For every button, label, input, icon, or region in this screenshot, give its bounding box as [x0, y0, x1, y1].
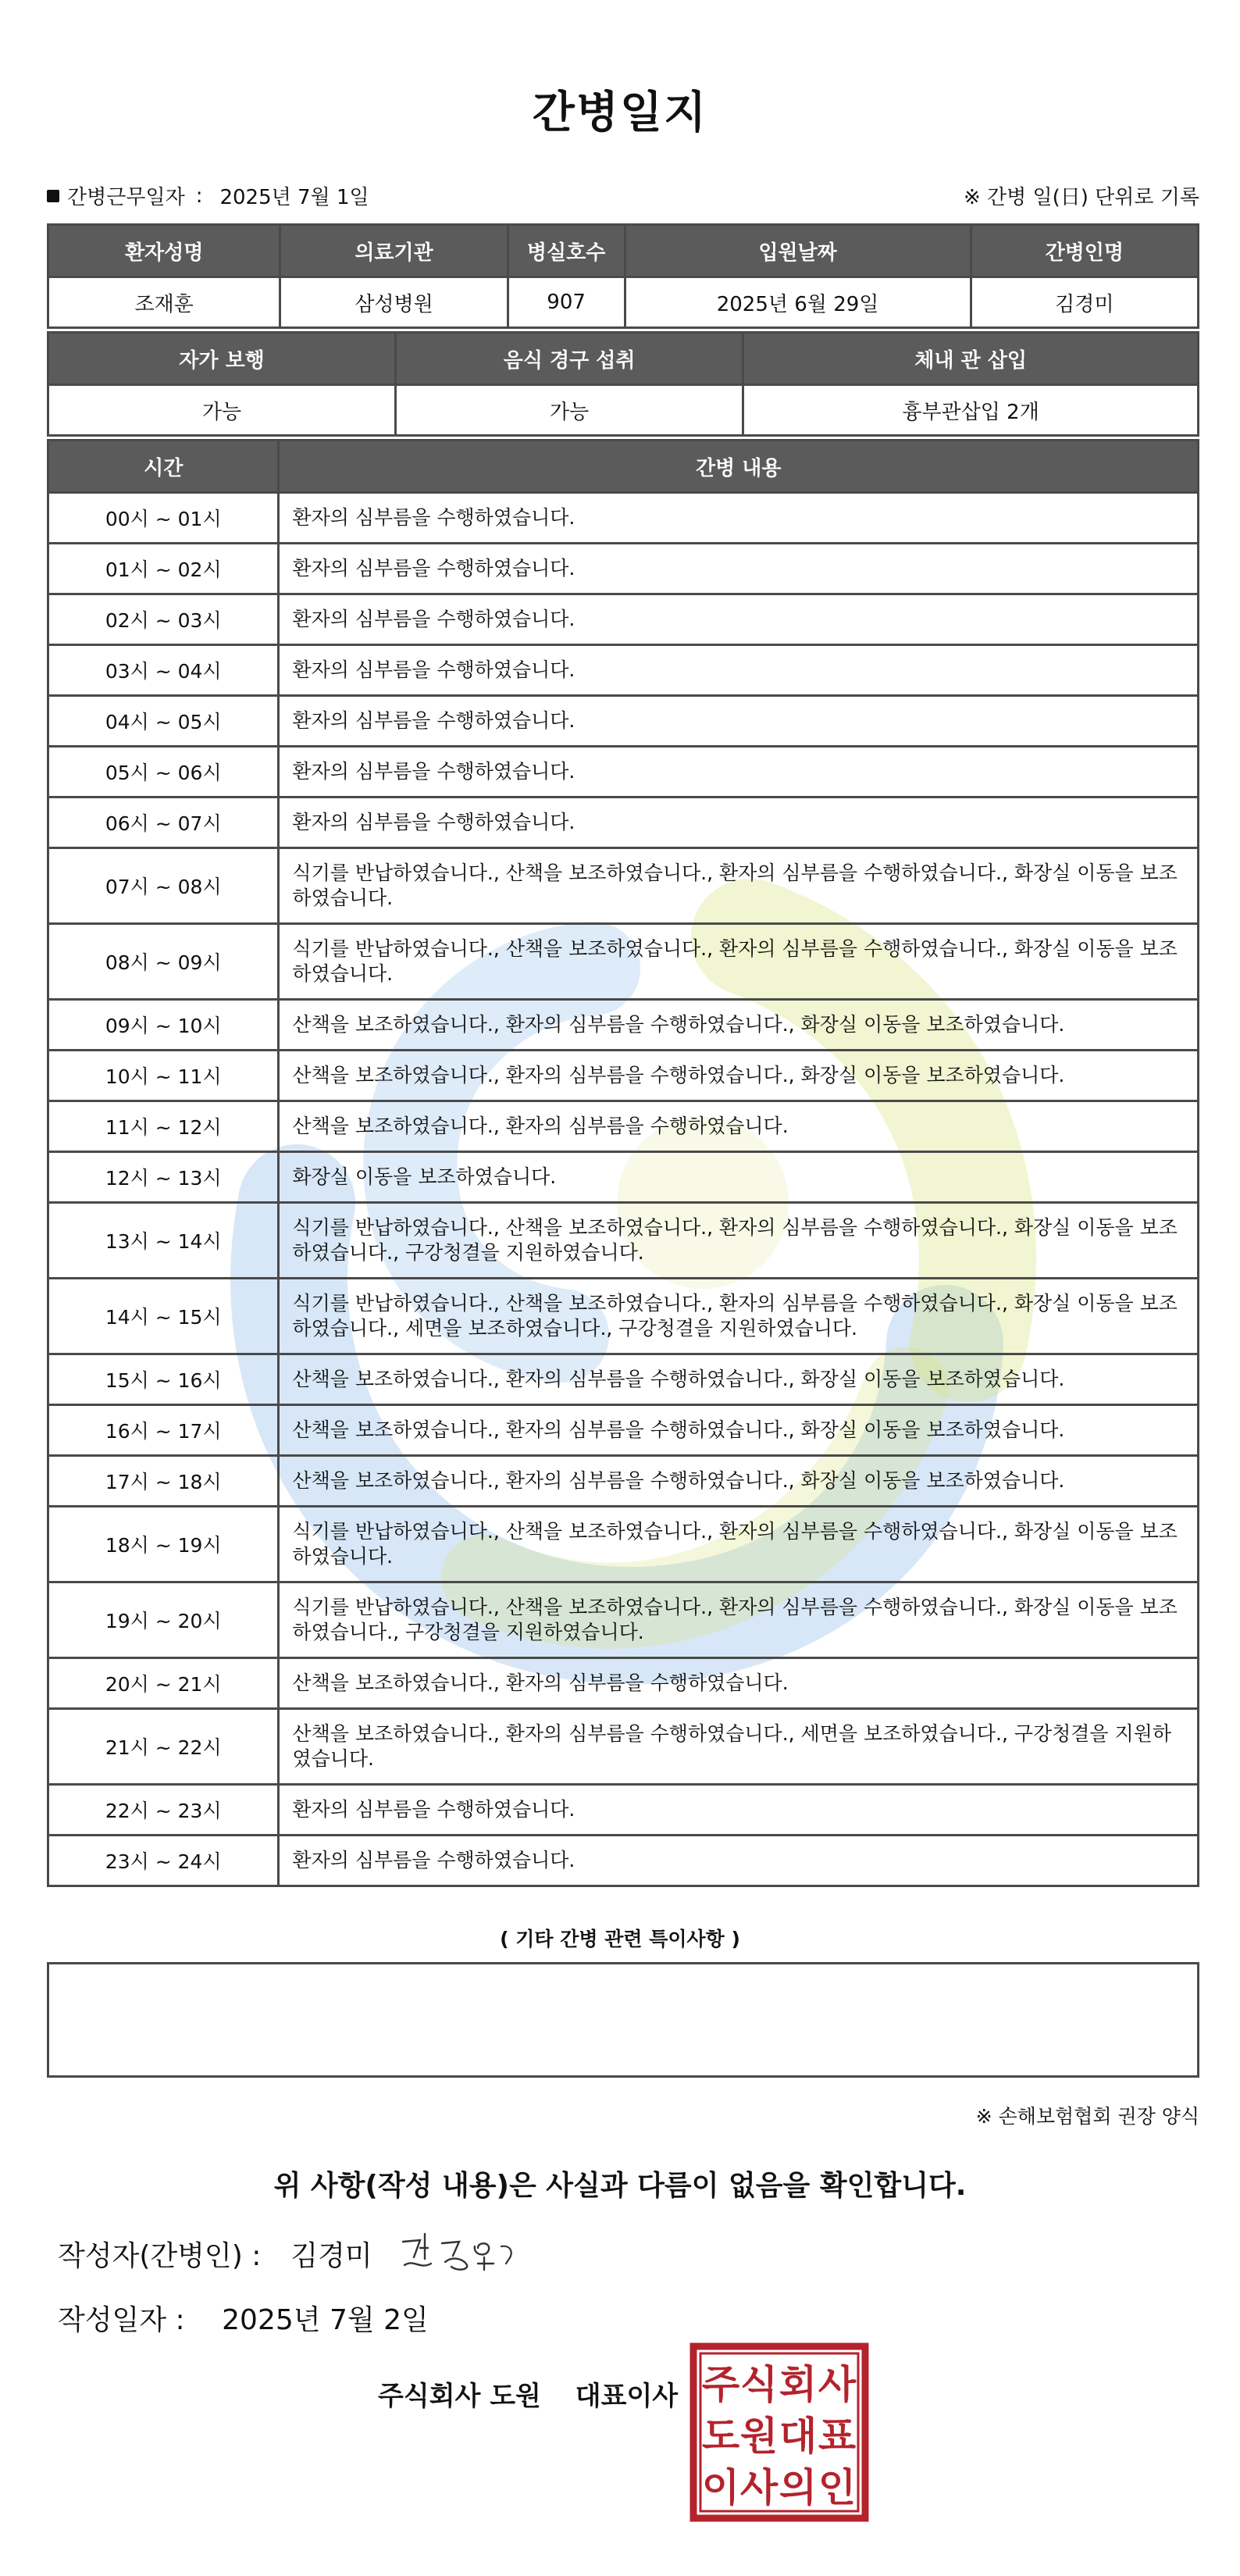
company-seal-stamp — [689, 2342, 870, 2523]
time-cell: 03시 ~ 04시 — [48, 645, 279, 696]
record-note: ※ 간병 일(日) 단위로 기록 — [963, 186, 1199, 209]
time-cell: 22시 ~ 23시 — [48, 1785, 279, 1836]
caregiver-name: 김경미 — [971, 277, 1198, 328]
table-row — [48, 1152, 1199, 1203]
table-row — [48, 493, 1199, 544]
time-cell: 14시 ~ 15시 — [48, 1279, 279, 1354]
table-row — [48, 1405, 1199, 1456]
content-cell: 환자의 심부름을 수행하였습니다. — [279, 1836, 1199, 1886]
header-patient-name: 환자성명 — [48, 225, 280, 277]
written-date-label: 작성일자 : — [58, 2304, 185, 2336]
oral-intake-value: 가능 — [396, 385, 743, 436]
tube-insertion-value: 흉부관삽입 2개 — [743, 385, 1199, 436]
table-row — [48, 1203, 1199, 1279]
time-cell: 19시 ~ 20시 — [48, 1582, 279, 1658]
meta-row — [47, 181, 1199, 212]
table-row — [48, 1279, 1199, 1354]
special-notes-title: ( 기타 간병 관련 특이사항 ) — [500, 1928, 740, 1950]
hospital-name: 삼성병원 — [280, 277, 508, 328]
table-row — [48, 277, 1199, 328]
time-cell: 23시 ~ 24시 — [48, 1836, 279, 1886]
ceo-title: 대표이사 — [575, 2381, 679, 2412]
svg-text:사: 사 — [739, 2465, 779, 2510]
time-cell: 10시 ~ 11시 — [48, 1051, 279, 1101]
time-cell: 09시 ~ 10시 — [48, 1000, 279, 1051]
page-title: 간병일지 — [532, 87, 708, 138]
svg-text:주: 주 — [701, 2362, 740, 2407]
content-cell: 산책을 보조하였습니다., 환자의 심부름을 수행하였습니다., 화장실 이동을 보조하였습니다. — [279, 1051, 1199, 1101]
time-cell: 05시 ~ 06시 — [48, 747, 279, 797]
work-date — [47, 181, 369, 210]
content-cell: 산책을 보조하였습니다., 환자의 심부름을 수행하였습니다., 화장실 이동을 보조하였습니다. — [279, 1456, 1199, 1507]
time-cell: 15시 ~ 16시 — [48, 1354, 279, 1405]
table-row — [48, 594, 1199, 645]
time-cell: 20시 ~ 21시 — [48, 1658, 279, 1709]
admission-date: 2025년 6월 29일 — [625, 277, 971, 328]
table-row — [48, 1507, 1199, 1582]
self-walking-value: 가능 — [48, 385, 396, 436]
table-row — [48, 1836, 1199, 1886]
time-cell: 11시 ~ 12시 — [48, 1101, 279, 1152]
author-name: 김경미 — [290, 2240, 372, 2272]
time-cell: 08시 ~ 09시 — [48, 924, 279, 1000]
header-admission-date: 입원날짜 — [625, 225, 971, 277]
svg-text:사: 사 — [818, 2362, 857, 2407]
content-cell: 환자의 심부름을 수행하였습니다. — [279, 696, 1199, 747]
header-self-walking: 자가 보행 — [48, 333, 396, 385]
svg-text:의: 의 — [779, 2465, 818, 2510]
author-line — [58, 2234, 372, 2274]
content-cell: 식기를 반납하였습니다., 산책을 보조하였습니다., 환자의 심부름을 수행하였습니다., 화장실 이동을 보조하였습니다. — [279, 1507, 1199, 1582]
svg-text:회: 회 — [779, 2362, 818, 2407]
time-cell: 13시 ~ 14시 — [48, 1203, 279, 1279]
table-header-row — [48, 333, 1199, 385]
time-cell: 18시 ~ 19시 — [48, 1507, 279, 1582]
svg-text:대: 대 — [779, 2414, 818, 2459]
time-cell: 01시 ~ 02시 — [48, 544, 279, 594]
header-oral-intake: 음식 경구 섭취 — [396, 333, 743, 385]
confirmation-statement: 위 사항(작성 내용)은 사실과 다름이 없음을 확인합니다. — [273, 2170, 967, 2202]
content-cell: 환자의 심부름을 수행하였습니다. — [279, 1785, 1199, 1836]
svg-text:이: 이 — [701, 2465, 740, 2510]
content-cell: 화장실 이동을 보조하였습니다. — [279, 1152, 1199, 1203]
table-header-row — [48, 225, 1199, 277]
content-cell: 환자의 심부름을 수행하였습니다. — [279, 797, 1199, 848]
table-row — [48, 696, 1199, 747]
patient-info-table — [47, 223, 1199, 329]
time-cell: 21시 ~ 22시 — [48, 1709, 279, 1785]
patient-name: 조재훈 — [48, 277, 280, 328]
content-cell: 산책을 보조하였습니다., 환자의 심부름을 수행하였습니다., 화장실 이동을 보조하였습니다. — [279, 1000, 1199, 1051]
company-name: 주식회사 도원 — [378, 2381, 541, 2412]
form-note: ※ 손해보험협회 권장 양식 — [975, 2105, 1199, 2128]
header-time: 시간 — [48, 441, 279, 493]
content-cell: 환자의 심부름을 수행하였습니다. — [279, 747, 1199, 797]
content-cell: 산책을 보조하였습니다., 환자의 심부름을 수행하였습니다. — [279, 1658, 1199, 1709]
header-caregiver-name: 간병인명 — [971, 225, 1198, 277]
header-room-number: 병실호수 — [508, 225, 625, 277]
table-row — [48, 1101, 1199, 1152]
work-date-label: 간병근무일자 — [67, 186, 185, 209]
svg-text:도: 도 — [701, 2414, 740, 2459]
time-cell: 12시 ~ 13시 — [48, 1152, 279, 1203]
header-tube-insertion: 체내 관 삽입 — [743, 333, 1199, 385]
content-cell: 산책을 보조하였습니다., 환자의 심부름을 수행하였습니다., 화장실 이동을 보조하였습니다. — [279, 1405, 1199, 1456]
time-cell: 04시 ~ 05시 — [48, 696, 279, 747]
content-cell: 식기를 반납하였습니다., 산책을 보조하였습니다., 환자의 심부름을 수행하였습니다., 화장실 이동을 보조하였습니다., 세면을 보조하였습니다., 구강청결을 지원하였습니다. — [279, 1279, 1199, 1354]
written-date-value: 2025년 7월 2일 — [222, 2304, 429, 2336]
table-row — [48, 1000, 1199, 1051]
content-cell: 환자의 심부름을 수행하였습니다. — [279, 594, 1199, 645]
author-label: 작성자(간병인) : — [58, 2240, 262, 2272]
handwritten-signature — [397, 2225, 522, 2279]
svg-text:표: 표 — [818, 2414, 857, 2459]
work-date-value: 2025년 7월 1일 — [219, 186, 369, 209]
bullet-square-icon — [47, 190, 59, 202]
time-cell: 07시 ~ 08시 — [48, 848, 279, 924]
content-cell: 식기를 반납하였습니다., 산책을 보조하였습니다., 환자의 심부름을 수행하였습니다., 화장실 이동을 보조하였습니다., 구강청결을 지원하였습니다. — [279, 1582, 1199, 1658]
content-cell: 산책을 보조하였습니다., 환자의 심부름을 수행하였습니다. — [279, 1101, 1199, 1152]
time-cell: 00시 ~ 01시 — [48, 493, 279, 544]
svg-text:식: 식 — [739, 2362, 779, 2407]
table-header-row — [48, 441, 1199, 493]
time-cell: 06시 ~ 07시 — [48, 797, 279, 848]
patient-status-table — [47, 331, 1199, 437]
table-row — [48, 1456, 1199, 1507]
table-row — [48, 544, 1199, 594]
svg-text:인: 인 — [818, 2465, 857, 2510]
table-row — [48, 1709, 1199, 1785]
care-log-table — [47, 439, 1199, 1887]
table-row — [48, 1658, 1199, 1709]
content-cell: 식기를 반납하였습니다., 산책을 보조하였습니다., 환자의 심부름을 수행하였습니다., 화장실 이동을 보조하였습니다. — [279, 848, 1199, 924]
table-row — [48, 1785, 1199, 1836]
content-cell: 산책을 보조하였습니다., 환자의 심부름을 수행하였습니다., 화장실 이동을 보조하였습니다. — [279, 1354, 1199, 1405]
time-cell: 02시 ~ 03시 — [48, 594, 279, 645]
time-cell: 16시 ~ 17시 — [48, 1405, 279, 1456]
table-row — [48, 747, 1199, 797]
table-row — [48, 924, 1199, 1000]
room-number: 907 — [508, 277, 625, 328]
time-cell: 17시 ~ 18시 — [48, 1456, 279, 1507]
table-row — [48, 1051, 1199, 1101]
table-row — [48, 1354, 1199, 1405]
care-log-body — [48, 493, 1199, 1886]
content-cell: 산책을 보조하였습니다., 환자의 심부름을 수행하였습니다., 세면을 보조하였습니다., 구강청결을 지원하였습니다. — [279, 1709, 1199, 1785]
table-row — [48, 1582, 1199, 1658]
header-care-content: 간병 내용 — [279, 441, 1199, 493]
table-row — [48, 797, 1199, 848]
content-cell: 환자의 심부름을 수행하였습니다. — [279, 544, 1199, 594]
svg-text:원: 원 — [739, 2414, 779, 2459]
written-date-line — [58, 2298, 429, 2338]
header-hospital: 의료기관 — [280, 225, 508, 277]
content-cell: 환자의 심부름을 수행하였습니다. — [279, 493, 1199, 544]
special-notes-box — [47, 1962, 1199, 2078]
work-date-colon: : — [195, 184, 203, 208]
table-row — [48, 848, 1199, 924]
content-cell: 식기를 반납하였습니다., 산책을 보조하였습니다., 환자의 심부름을 수행하였습니다., 화장실 이동을 보조하였습니다. — [279, 924, 1199, 1000]
content-cell: 환자의 심부름을 수행하였습니다. — [279, 645, 1199, 696]
table-row — [48, 645, 1199, 696]
table-row — [48, 385, 1199, 436]
company-line — [378, 2374, 678, 2413]
content-cell: 식기를 반납하였습니다., 산책을 보조하였습니다., 환자의 심부름을 수행하였습니다., 화장실 이동을 보조하였습니다., 구강청결을 지원하였습니다. — [279, 1203, 1199, 1279]
